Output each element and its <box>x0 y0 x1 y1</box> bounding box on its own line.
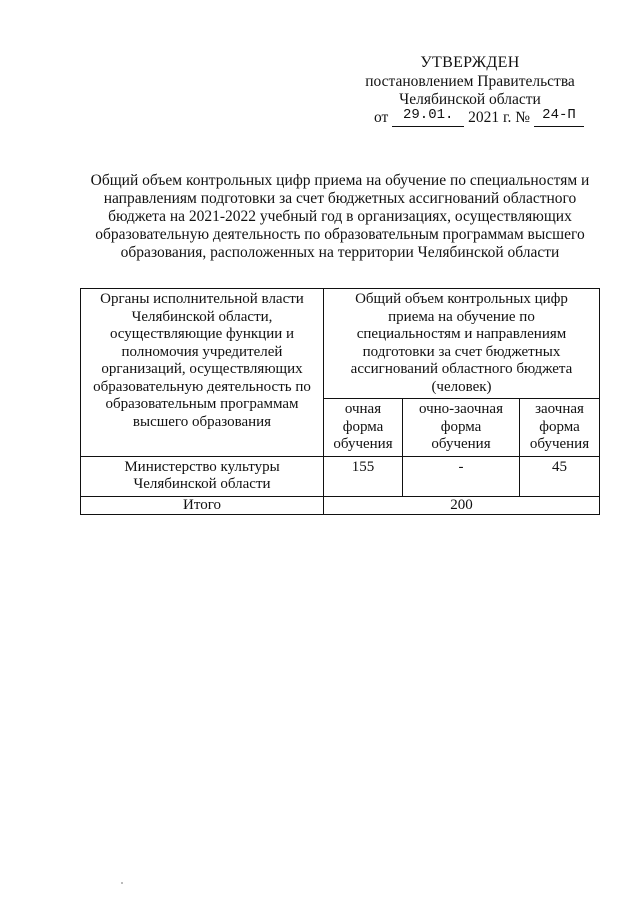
header-line: Органы исполнительной власти <box>100 291 304 307</box>
total-value: 200 <box>324 496 600 515</box>
document-title <box>80 172 600 262</box>
title-line: образования, расположенных на территории Челябинской области <box>120 244 560 261</box>
header-line: приема на обучение по <box>388 308 535 325</box>
total-header-cell <box>324 289 600 399</box>
approval-date-line <box>340 109 600 129</box>
subheader-line: форма <box>539 418 580 435</box>
title-line: бюджета на 2021-2022 учебный год в организациях, осуществляющих <box>108 208 572 225</box>
year-text: 2021 г. № <box>468 109 531 126</box>
title-line: Общий объем контрольных цифр приема на обучение по специальностям и <box>90 172 590 189</box>
approval-line-2: Челябинской области <box>399 91 541 108</box>
table-row <box>81 456 600 496</box>
header-line: полномочия учредителей <box>121 343 283 360</box>
total-label: Итого <box>81 496 324 515</box>
admission-table <box>80 288 600 515</box>
approval-line-1: постановлением Правительства <box>365 73 575 90</box>
date-prefix: от <box>374 109 389 126</box>
header-line: (человек) <box>431 378 492 395</box>
subheader-line: заочная <box>535 401 584 417</box>
approval-heading: УТВЕРЖДЕН <box>420 54 520 71</box>
header-line: Общий объем контрольных цифр <box>355 291 568 307</box>
date-field <box>392 107 464 127</box>
total-row <box>81 496 600 515</box>
scan-artifact <box>121 882 123 884</box>
approval-block <box>340 54 600 129</box>
subheader-line: обучения <box>529 436 590 452</box>
header-line: образовательным программам <box>105 396 299 412</box>
subheader-line: форма <box>440 418 482 435</box>
header-line: организаций, осуществляющих <box>101 361 303 377</box>
full-time-value: 155 <box>324 456 403 496</box>
part-time-header <box>403 399 520 457</box>
subheader-line: обучения <box>333 436 393 452</box>
subheader-line: очная <box>344 401 382 417</box>
date-value: 29.01. <box>402 107 454 123</box>
org-name-cell <box>81 456 324 496</box>
subheader-line: форма <box>342 418 384 435</box>
full-time-header <box>324 399 403 457</box>
org-header-cell <box>81 289 324 457</box>
org-name-line: Министерство культуры <box>124 458 280 475</box>
org-name-line: Челябинской области <box>133 476 271 492</box>
header-line: подготовки за счет бюджетных <box>362 343 561 360</box>
header-row <box>81 289 600 399</box>
part-time-value: - <box>403 456 520 496</box>
header-line: ассигнований областного бюджета <box>350 361 573 377</box>
number-value: 24-П <box>542 107 576 123</box>
title-line: образовательную деятельность по образовательным программам высшего <box>95 226 585 243</box>
title-line: направлениям подготовки за счет бюджетных ассигнований областного <box>103 190 577 207</box>
subheader-line: очно-заочная <box>418 401 503 417</box>
extramural-header <box>520 399 600 457</box>
extramural-value: 45 <box>520 456 600 496</box>
header-line: Челябинской области, <box>131 308 273 325</box>
header-line: осуществляющие функции и <box>109 326 295 342</box>
header-line: специальностям и направлениям <box>356 326 567 342</box>
number-field <box>534 107 584 127</box>
header-line: образовательную деятельность по <box>93 378 311 395</box>
header-line: высшего образования <box>132 413 272 430</box>
subheader-line: обучения <box>431 436 491 452</box>
